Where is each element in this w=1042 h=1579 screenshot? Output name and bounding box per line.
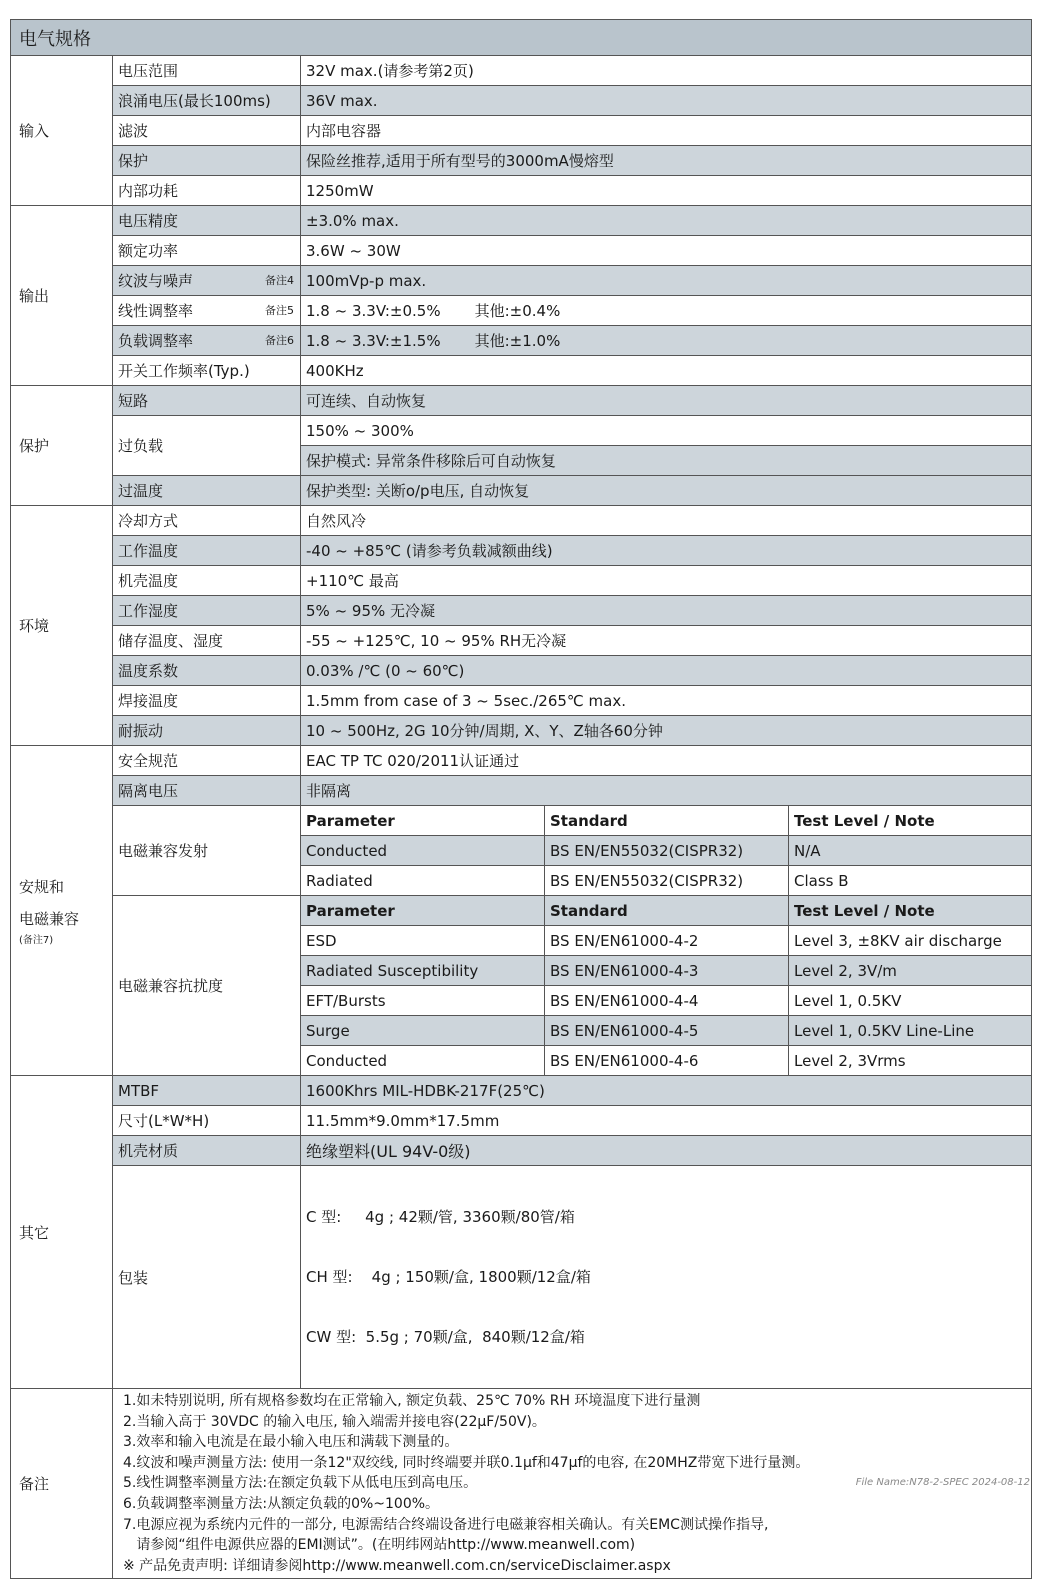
- spec-table: [10, 19, 1032, 1579]
- value-ripple-noise: 100mVp-p max.: [301, 266, 1032, 296]
- value-rated-power: 3.6W ~ 30W: [301, 236, 1032, 266]
- load-regulation-note: 备注6: [265, 334, 294, 347]
- immunity-cell: BS EN/EN61000-4-5: [545, 1016, 789, 1046]
- emission-cell: Conducted: [301, 836, 545, 866]
- value-packing: [301, 1166, 1032, 1389]
- label-ripple-noise: 备注4 纹波与噪声: [113, 266, 301, 296]
- label-mtbf: MTBF: [113, 1076, 301, 1106]
- value-temp-coeff: 0.03% /℃ (0 ~ 60℃): [301, 656, 1032, 686]
- label-internal-power: 内部功耗: [113, 176, 301, 206]
- note-line: 5.线性调整率测量方法:在额定负载下从低电压到高电压。: [123, 1475, 478, 1492]
- immunity-cell: Level 1, 0.5KV: [789, 986, 1032, 1016]
- label-safety-standards: 安全规范: [113, 746, 301, 776]
- value-internal-power: 1250mW: [301, 176, 1032, 206]
- label-cooling: 冷却方式: [113, 506, 301, 536]
- note-line: ※ 产品免责声明: 详细请参阅http://www.meanwell.com.cn/serviceDisclaimer.aspx: [123, 1557, 671, 1574]
- packing-line: CH 型: 4g ; 150颗/盒, 1800颗/12盒/箱: [306, 1268, 591, 1286]
- label-overload: 过负载: [113, 416, 301, 476]
- value-surge-voltage: 36V max.: [301, 86, 1032, 116]
- immunity-cell: ESD: [301, 926, 545, 956]
- immunity-cell: Level 2, 3Vrms: [789, 1046, 1032, 1076]
- immunity-cell: BS EN/EN61000-4-2: [545, 926, 789, 956]
- value-mtbf: 1600Khrs MIL-HDBK-217F(25℃): [301, 1076, 1032, 1106]
- value-line-regulation: 1.8 ~ 3.3V:±0.5% 其他:±0.4%: [301, 296, 1032, 326]
- value-filter: 内部电容器: [301, 116, 1032, 146]
- emission-cell: Radiated: [301, 866, 545, 896]
- value-load-regulation: 1.8 ~ 3.3V:±1.5% 其他:±1.0%: [301, 326, 1032, 356]
- immunity-header-standard: Standard: [545, 896, 789, 926]
- value-voltage-accuracy: ±3.0% max.: [301, 206, 1032, 236]
- value-input-protection: 保险丝推荐,适用于所有型号的3000mA慢熔型: [301, 146, 1032, 176]
- label-short-circuit: 短路: [113, 386, 301, 416]
- label-packing: 包装: [113, 1166, 301, 1389]
- note-line: 1.如未特别说明, 所有规格参数均在正常输入, 额定负载、25℃ 70% RH 环境温度下进行量测: [123, 1393, 701, 1409]
- section-title: 电气规格: [11, 20, 1032, 56]
- value-overload: 150% ~ 300%: [301, 416, 1032, 446]
- packing-line: C 型: 4g ; 42颗/管, 3360颗/80管/箱: [306, 1208, 575, 1226]
- note-line: 7.电源应视为系统内元件的一部分, 电源需结合终端设备进行电磁兼容相关确认。有关EMC测试操作指导,: [123, 1516, 769, 1533]
- category-safety-emc: 安规和 电磁兼容 (备注7): [11, 746, 113, 1076]
- label-isolation: 隔离电压: [113, 776, 301, 806]
- label-line-regulation: 备注5 线性调整率: [113, 296, 301, 326]
- label-load-regulation: 备注6 负载调整率: [113, 326, 301, 356]
- immunity-cell: Radiated Susceptibility: [301, 956, 545, 986]
- value-short-circuit: 可连续、自动恢复: [301, 386, 1032, 416]
- value-overload-mode: 保护模式: 异常条件移除后可自动恢复: [301, 446, 1032, 476]
- label-soldering: 焊接温度: [113, 686, 301, 716]
- category-input: 输入: [11, 56, 113, 206]
- emission-cell: BS EN/EN55032(CISPR32): [545, 836, 789, 866]
- label-input-protection: 保护: [113, 146, 301, 176]
- value-over-temp: 保护类型: 关断o/p电压, 自动恢复: [301, 476, 1032, 506]
- immunity-cell: Level 3, ±8KV air discharge: [789, 926, 1032, 956]
- immunity-header-level: Test Level / Note: [789, 896, 1032, 926]
- immunity-cell: BS EN/EN61000-4-6: [545, 1046, 789, 1076]
- line-regulation-note: 备注5: [265, 304, 294, 317]
- immunity-cell: EFT/Bursts: [301, 986, 545, 1016]
- label-emc-emission: 电磁兼容发射: [113, 806, 301, 896]
- label-case-material: 机壳材质: [113, 1136, 301, 1166]
- value-soldering: 1.5mm from case of 3 ~ 5sec./265℃ max.: [301, 686, 1032, 716]
- footer-filename: File Name:N78-2-SPEC 2024-08-12: [855, 1477, 1030, 1488]
- label-filter: 滤波: [113, 116, 301, 146]
- note-line: 4.纹波和噪声测量方法: 使用一条12"双绞线, 同时终端要并联0.1μf和47μf的电容, 在20MHZ带宽下进行量测。: [123, 1454, 810, 1471]
- note-line: 请参阅“组件电源供应器的EMI测试”。(在明纬网站http://www.meanwell.com): [123, 1537, 636, 1554]
- label-emc-immunity: 电磁兼容抗扰度: [113, 896, 301, 1076]
- value-safety-standards: EAC TP TC 020/2011认证通过: [301, 746, 1032, 776]
- label-voltage-accuracy: 电压精度: [113, 206, 301, 236]
- immunity-cell: BS EN/EN61000-4-4: [545, 986, 789, 1016]
- emission-cell: N/A: [789, 836, 1032, 866]
- value-cooling: 自然风冷: [301, 506, 1032, 536]
- label-working-humidity: 工作湿度: [113, 596, 301, 626]
- value-case-material: 绝缘塑料(UL 94V-0级): [301, 1136, 1032, 1166]
- immunity-cell: Conducted: [301, 1046, 545, 1076]
- label-over-temp: 过温度: [113, 476, 301, 506]
- label-working-temp: 工作温度: [113, 536, 301, 566]
- note-line: 3.效率和输入电流是在最小输入电压和满载下测量的。: [123, 1434, 459, 1451]
- note-line: 6.负载调整率测量方法:从额定负载的0%~100%。: [123, 1495, 440, 1512]
- emission-header-parameter: Parameter: [301, 806, 545, 836]
- safety-category-note: (备注7): [19, 934, 54, 946]
- category-protection: 保护: [11, 386, 113, 506]
- ripple-noise-note: 备注4: [265, 274, 294, 287]
- category-output: 输出: [11, 206, 113, 386]
- emission-header-level: Test Level / Note: [789, 806, 1032, 836]
- value-isolation: 非隔离: [301, 776, 1032, 806]
- value-dimension: 11.5mm*9.0mm*17.5mm: [301, 1106, 1032, 1136]
- label-voltage-range: 电压范围: [113, 56, 301, 86]
- packing-line: CW 型: 5.5g ; 70颗/盒, 840颗/12盒/箱: [306, 1328, 585, 1346]
- label-case-temp: 机壳温度: [113, 566, 301, 596]
- value-working-humidity: 5% ~ 95% 无冷凝: [301, 596, 1032, 626]
- category-environment: 环境: [11, 506, 113, 746]
- immunity-cell: Surge: [301, 1016, 545, 1046]
- label-surge-voltage: 浪涌电压(最长100ms): [113, 86, 301, 116]
- label-switching-freq: 开关工作频率(Typ.): [113, 356, 301, 386]
- value-voltage-range: 32V max.(请参考第2页): [301, 56, 1032, 86]
- emission-cell: Class B: [789, 866, 1032, 896]
- immunity-cell: Level 1, 0.5KV Line-Line: [789, 1016, 1032, 1046]
- note-line: 2.当输入高于 30VDC 的输入电压, 输入端需并接电容(22μF/50V)。: [123, 1413, 546, 1430]
- value-case-temp: +110℃ 最高: [301, 566, 1032, 596]
- value-switching-freq: 400KHz: [301, 356, 1032, 386]
- category-notes: 备注: [11, 1389, 113, 1579]
- immunity-header-parameter: Parameter: [301, 896, 545, 926]
- immunity-cell: Level 2, 3V/m: [789, 956, 1032, 986]
- label-vibration: 耐振动: [113, 716, 301, 746]
- category-others: 其它: [11, 1076, 113, 1389]
- value-storage: -55 ~ +125℃, 10 ~ 95% RH无冷凝: [301, 626, 1032, 656]
- label-dimension: 尺寸(L*W*H): [113, 1106, 301, 1136]
- value-working-temp: -40 ~ +85℃ (请参考负载减额曲线): [301, 536, 1032, 566]
- value-vibration: 10 ~ 500Hz, 2G 10分钟/周期, X、Y、Z轴各60分钟: [301, 716, 1032, 746]
- label-rated-power: 额定功率: [113, 236, 301, 266]
- immunity-cell: BS EN/EN61000-4-3: [545, 956, 789, 986]
- label-storage: 储存温度、湿度: [113, 626, 301, 656]
- label-temp-coeff: 温度系数: [113, 656, 301, 686]
- emission-cell: BS EN/EN55032(CISPR32): [545, 866, 789, 896]
- emission-header-standard: Standard: [545, 806, 789, 836]
